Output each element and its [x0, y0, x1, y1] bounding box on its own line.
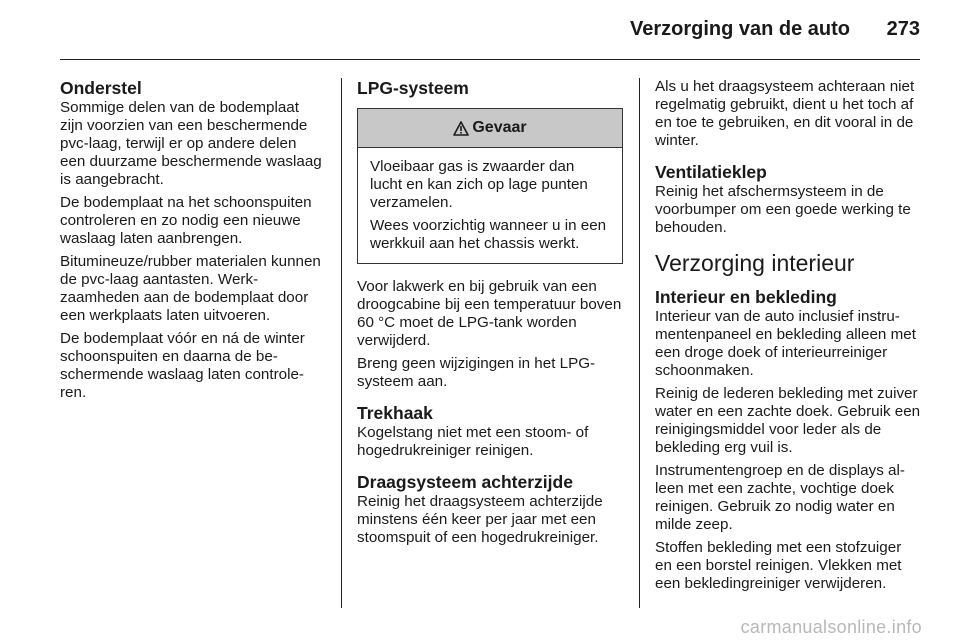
paragraph: Reinig de lederen bekleding met zuiver water en een zachte doek. Gebruik een reinigingsmiddel voor leder als de bekleding erg vuil is.	[655, 385, 921, 456]
paragraph: De bodemplaat na het schoonspuiten controleren en zo nodig een nieuwe waslaag laten aanbrengen.	[60, 194, 312, 247]
paragraph: Sommige delen van de bodemplaat zijn voorzien van een beschermende pvc-laag, terwijl er op andere delen een duurzame beschermende waslaag is aangebracht.	[60, 99, 322, 188]
heading-trekhaak: Trekhaak	[357, 403, 433, 423]
warning-text: Wees voorzichtig wanneer u in een werkkuil aan het chassis werkt.	[370, 217, 607, 252]
heading-lpg-systeem: LPG-systeem	[357, 78, 469, 98]
paragraph: Voor lakwerk en bij gebruik van een droogcabine bij een temperatuur boven 60 °C moet de LPG-tank worden verwijderd.	[357, 278, 622, 349]
column-3	[655, 78, 922, 598]
warning-box	[357, 108, 623, 264]
header-divider	[60, 59, 920, 60]
page-number: 273	[886, 18, 920, 40]
warning-body	[358, 148, 622, 263]
paragraph: Stoffen bekleding met een stofzuiger en een borstel reinigen. Vlekken met een bekledingreiniger verwijderen.	[655, 539, 902, 592]
column-divider-1	[341, 78, 342, 608]
heading-draagsysteem: Draagsysteem achterzijde	[357, 472, 573, 492]
warning-title: Gevaar	[472, 119, 527, 136]
watermark-text: carmanualsonline.info	[740, 617, 922, 637]
column-divider-2	[639, 78, 640, 608]
heading-ventilatieklep: Ventilatieklep	[655, 162, 767, 182]
paragraph: Interieur van de auto inclusief instrumentenpaneel en bekleding alleen met een droge doek of interieurreiniger schoonmaken.	[655, 308, 916, 379]
paragraph: Als u het draagsysteem achteraan niet regelmatig gebruikt, dient u het toch af en toe te gebruiken, en dit vooral in de winter.	[655, 78, 915, 149]
paragraph: Instrumentengroep en de displays alleen met een zachte, vochtige doek reinigen. Gebruik zo nodig water en milde zeep.	[655, 462, 905, 533]
paragraph: Reinig het draagsysteem achterzijde minstens één keer per jaar met een stoomspuit of een hogedrukreiniger.	[357, 493, 603, 546]
warning-header	[358, 109, 622, 148]
paragraph: Breng geen wijzigingen in het LPG-systeem aan.	[357, 355, 596, 390]
paragraph: Bitumineuze/rubber materialen kunnen de pvc-laag aantasten. Werkzaamheden aan de bodemplaat door een werkplaats laten uitvoeren.	[60, 253, 321, 324]
section-title-verzorging-interieur: Verzorging interieur	[655, 250, 855, 276]
paragraph: Reinig het afschermsysteem in de voorbumper om een goede werking te behouden.	[655, 183, 911, 236]
column-1	[60, 78, 325, 407]
column-2	[357, 78, 623, 552]
warning-triangle-icon	[453, 121, 469, 136]
warning-text: Vloeibaar gas is zwaarder dan lucht en kan zich op lage punten verzamelen.	[370, 158, 588, 211]
heading-onderstel: Onderstel	[60, 78, 142, 98]
running-header-title: Verzorging van de auto	[629, 18, 850, 40]
heading-interieur-bekleding: Interieur en bekleding	[655, 287, 837, 307]
paragraph: Kogelstang niet met een stoom- of hogedrukreiniger reinigen.	[357, 424, 589, 459]
paragraph: De bodemplaat vóór en ná de winter schoonspuiten en daarna de beschermende waslaag laten controleren.	[60, 330, 305, 401]
